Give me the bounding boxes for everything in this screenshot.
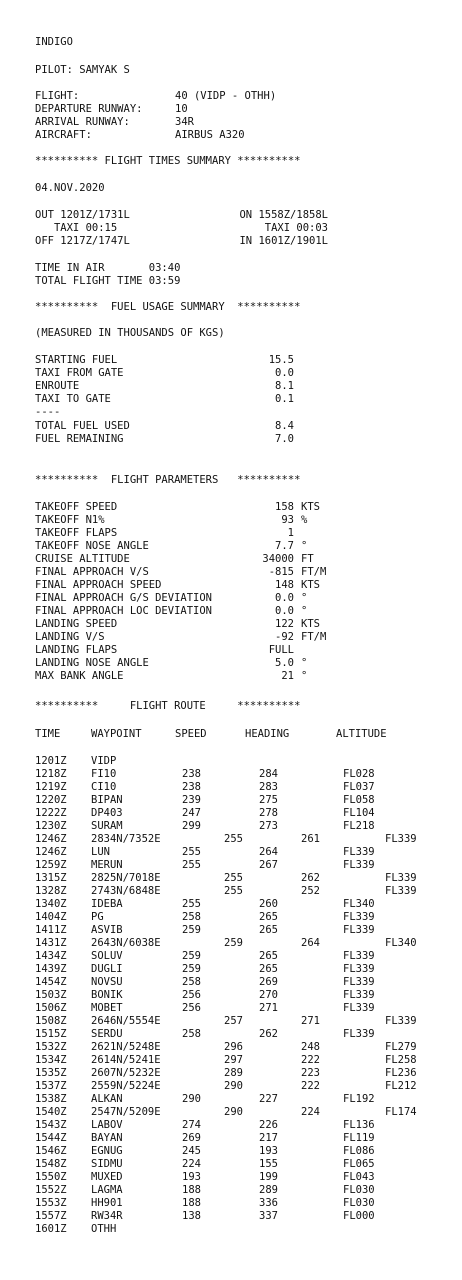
route-waypoint: 2743N/6848E: [91, 885, 161, 897]
route-heading: 278: [259, 807, 278, 819]
route-column-header: TIME: [35, 728, 61, 740]
route-speed: 258: [182, 976, 201, 988]
route-speed: 255: [182, 846, 201, 858]
param-value: 21: [281, 670, 294, 682]
fuel-total-value: 7.0: [275, 433, 294, 445]
route-column-header: HEADING: [245, 728, 290, 740]
route-time: 1315Z: [35, 872, 67, 884]
route-altitude: FL192: [343, 1093, 375, 1105]
airline-name: INDIGO: [35, 36, 73, 48]
route-speed: 259: [182, 950, 201, 962]
route-altitude: FL339: [343, 976, 375, 988]
route-time: 1506Z: [35, 1002, 67, 1014]
route-waypoint: SIDMU: [91, 1158, 123, 1170]
route-time: 1222Z: [35, 807, 67, 819]
param-label: LANDING NOSE ANGLE: [35, 657, 149, 669]
param-value: 0.0: [275, 605, 294, 617]
info-value: 34R: [175, 116, 194, 128]
fuel-units-note: (MEASURED IN THOUSANDS OF KGS): [35, 327, 225, 339]
param-unit: %: [301, 514, 308, 526]
route-time: 1219Z: [35, 781, 67, 793]
route-speed: 188: [182, 1184, 201, 1196]
route-heading: 252: [301, 885, 320, 897]
route-heading: 265: [259, 950, 278, 962]
route-heading: 265: [259, 924, 278, 936]
flight-date: 04.NOV.2020: [35, 182, 105, 194]
param-label: LANDING FLAPS: [35, 644, 118, 656]
route-speed: 188: [182, 1197, 201, 1209]
param-unit: °: [301, 592, 308, 604]
route-altitude: FL058: [343, 794, 375, 806]
route-time: 1548Z: [35, 1158, 67, 1170]
route-heading: 269: [259, 976, 278, 988]
route-heading: 262: [301, 872, 320, 884]
route-waypoint: SOLUV: [91, 950, 123, 962]
route-waypoint: MOBET: [91, 1002, 123, 1014]
route-heading: 271: [301, 1015, 320, 1027]
route-heading: 222: [301, 1080, 320, 1092]
route-time: 1503Z: [35, 989, 67, 1001]
fuel-label: TAXI FROM GATE: [35, 367, 124, 379]
params-section-header: ********** FLIGHT PARAMETERS **********: [35, 474, 301, 486]
route-time: 1557Z: [35, 1210, 67, 1222]
route-altitude: FL339: [385, 885, 417, 897]
route-speed: 247: [182, 807, 201, 819]
param-value: -815: [268, 566, 294, 578]
route-waypoint: LABOV: [91, 1119, 123, 1131]
time-on: ON 1558Z/1858L: [239, 209, 328, 221]
route-altitude: FL339: [343, 859, 375, 871]
route-heading: 264: [259, 846, 278, 858]
param-unit: KTS: [301, 501, 320, 513]
route-altitude: FL339: [343, 950, 375, 962]
fuel-total-value: 8.4: [275, 420, 294, 432]
route-time: 1201Z: [35, 755, 67, 767]
route-altitude: FL339: [385, 872, 417, 884]
route-altitude: FL339: [343, 924, 375, 936]
fuel-label: ENROUTE: [35, 380, 80, 392]
route-section-header: ********** FLIGHT ROUTE **********: [35, 700, 301, 712]
route-heading: 265: [259, 911, 278, 923]
param-label: FINAL APPROACH V/S: [35, 566, 149, 578]
pilot-name: PILOT: SAMYAK S: [35, 64, 130, 76]
route-waypoint: 2547N/5209E: [91, 1106, 161, 1118]
route-speed: 290: [224, 1106, 243, 1118]
route-time: 1220Z: [35, 794, 67, 806]
route-heading: 264: [301, 937, 320, 949]
route-speed: 258: [182, 911, 201, 923]
route-altitude: FL279: [385, 1041, 417, 1053]
route-time: 1404Z: [35, 911, 67, 923]
route-waypoint: BONIK: [91, 989, 123, 1001]
param-label: FINAL APPROACH SPEED: [35, 579, 162, 591]
time-out: OUT 1201Z/1731L: [35, 209, 130, 221]
route-heading: 289: [259, 1184, 278, 1196]
route-heading: 267: [259, 859, 278, 871]
route-time: 1535Z: [35, 1067, 67, 1079]
route-heading: 273: [259, 820, 278, 832]
route-time: 1550Z: [35, 1171, 67, 1183]
param-unit: KTS: [301, 618, 320, 630]
route-time: 1328Z: [35, 885, 67, 897]
route-altitude: FL340: [343, 898, 375, 910]
param-value: 34000: [262, 553, 294, 565]
route-heading: 217: [259, 1132, 278, 1144]
param-unit: FT/M: [301, 631, 327, 643]
route-altitude: FL339: [343, 846, 375, 858]
time-in-air: TIME IN AIR 03:40: [35, 262, 181, 274]
route-altitude: FL236: [385, 1067, 417, 1079]
route-waypoint: SERDU: [91, 1028, 123, 1040]
route-time: 1411Z: [35, 924, 67, 936]
param-unit: FT: [301, 553, 314, 565]
route-waypoint: 2607N/5232E: [91, 1067, 161, 1079]
taxi-in-time: TAXI 00:03: [264, 222, 328, 234]
route-speed: 296: [224, 1041, 243, 1053]
param-unit: KTS: [301, 579, 320, 591]
param-value: -92: [275, 631, 294, 643]
route-waypoint: MUXED: [91, 1171, 123, 1183]
param-label: CRUISE ALTITUDE: [35, 553, 130, 565]
param-value: 0.0: [275, 592, 294, 604]
route-time: 1553Z: [35, 1197, 67, 1209]
route-speed: 224: [182, 1158, 201, 1170]
param-label: FINAL APPROACH LOC DEVIATION: [35, 605, 213, 617]
route-waypoint: ALKAN: [91, 1093, 123, 1105]
total-flight-time: TOTAL FLIGHT TIME 03:59: [35, 275, 181, 287]
route-waypoint: VIDP: [91, 755, 117, 767]
info-value: 10: [175, 103, 188, 115]
route-waypoint: SURAM: [91, 820, 123, 832]
fuel-label: STARTING FUEL: [35, 354, 118, 366]
route-speed: 269: [182, 1132, 201, 1144]
time-off: OFF 1217Z/1747L: [35, 235, 130, 247]
param-unit: °: [301, 657, 308, 669]
route-speed: 297: [224, 1054, 243, 1066]
route-speed: 256: [182, 1002, 201, 1014]
route-time: 1515Z: [35, 1028, 67, 1040]
info-label: ARRIVAL RUNWAY:: [35, 116, 130, 128]
param-value: 148: [275, 579, 294, 591]
route-time: 1431Z: [35, 937, 67, 949]
fuel-label: TAXI TO GATE: [35, 393, 111, 405]
fuel-value: 15.5: [268, 354, 294, 366]
route-altitude: FL339: [343, 911, 375, 923]
route-altitude: FL136: [343, 1119, 375, 1131]
route-heading: 260: [259, 898, 278, 910]
route-time: 1546Z: [35, 1145, 67, 1157]
route-altitude: FL258: [385, 1054, 417, 1066]
route-speed: 255: [182, 859, 201, 871]
route-time: 1534Z: [35, 1054, 67, 1066]
route-heading: 271: [259, 1002, 278, 1014]
route-speed: 245: [182, 1145, 201, 1157]
route-time: 1544Z: [35, 1132, 67, 1144]
route-speed: 274: [182, 1119, 201, 1131]
route-waypoint: CI10: [91, 781, 117, 793]
route-time: 1543Z: [35, 1119, 67, 1131]
route-speed: 290: [182, 1093, 201, 1105]
param-value: 158: [275, 501, 294, 513]
param-label: LANDING V/S: [35, 631, 105, 643]
route-waypoint: BAYAN: [91, 1132, 123, 1144]
route-time: 1537Z: [35, 1080, 67, 1092]
param-value: 7.7: [275, 540, 294, 552]
route-speed: 238: [182, 768, 201, 780]
fuel-divider: ----: [35, 406, 61, 418]
param-value: FULL: [268, 644, 294, 656]
route-waypoint: FI10: [91, 768, 117, 780]
route-altitude: FL218: [343, 820, 375, 832]
route-speed: 255: [224, 885, 243, 897]
route-altitude: FL119: [343, 1132, 375, 1144]
fuel-total-label: FUEL REMAINING: [35, 433, 124, 445]
route-time: 1246Z: [35, 833, 67, 845]
route-speed: 255: [224, 833, 243, 845]
route-waypoint: BIPAN: [91, 794, 123, 806]
route-waypoint: 2646N/5554E: [91, 1015, 161, 1027]
route-waypoint: 2643N/6038E: [91, 937, 161, 949]
info-label: AIRCRAFT:: [35, 129, 92, 141]
route-waypoint: EGNUG: [91, 1145, 123, 1157]
route-waypoint: IDEBA: [91, 898, 123, 910]
param-value: 122: [275, 618, 294, 630]
route-altitude: FL174: [385, 1106, 417, 1118]
info-value: AIRBUS A320: [175, 129, 245, 141]
route-waypoint: OTHH: [91, 1223, 117, 1235]
route-altitude: FL086: [343, 1145, 375, 1157]
route-altitude: FL028: [343, 768, 375, 780]
param-unit: °: [301, 540, 308, 552]
route-heading: 270: [259, 989, 278, 1001]
fuel-section-header: ********** FUEL USAGE SUMMARY **********: [35, 301, 301, 313]
route-altitude: FL065: [343, 1158, 375, 1170]
route-time: 1218Z: [35, 768, 67, 780]
route-waypoint: DUGLI: [91, 963, 123, 975]
route-time: 1454Z: [35, 976, 67, 988]
route-speed: 299: [182, 820, 201, 832]
route-waypoint: DP403: [91, 807, 123, 819]
route-heading: 283: [259, 781, 278, 793]
fuel-value: 0.0: [275, 367, 294, 379]
route-heading: 265: [259, 963, 278, 975]
route-waypoint: HH901: [91, 1197, 123, 1209]
param-value: 5.0: [275, 657, 294, 669]
route-heading: 284: [259, 768, 278, 780]
route-speed: 238: [182, 781, 201, 793]
route-heading: 337: [259, 1210, 278, 1222]
route-altitude: FL339: [343, 1028, 375, 1040]
route-altitude: FL212: [385, 1080, 417, 1092]
route-waypoint: RW34R: [91, 1210, 123, 1222]
param-label: TAKEOFF FLAPS: [35, 527, 118, 539]
route-time: 1538Z: [35, 1093, 67, 1105]
route-speed: 257: [224, 1015, 243, 1027]
route-altitude: FL000: [343, 1210, 375, 1222]
route-altitude: FL340: [385, 937, 417, 949]
route-speed: 259: [182, 924, 201, 936]
route-time: 1246Z: [35, 846, 67, 858]
route-altitude: FL030: [343, 1197, 375, 1209]
route-speed: 259: [182, 963, 201, 975]
param-label: MAX BANK ANGLE: [35, 670, 124, 682]
route-time: 1259Z: [35, 859, 67, 871]
route-altitude: FL339: [343, 1002, 375, 1014]
route-waypoint: 2825N/7018E: [91, 872, 161, 884]
route-heading: 336: [259, 1197, 278, 1209]
route-altitude: FL104: [343, 807, 375, 819]
route-heading: 155: [259, 1158, 278, 1170]
route-heading: 261: [301, 833, 320, 845]
route-heading: 248: [301, 1041, 320, 1053]
route-time: 1434Z: [35, 950, 67, 962]
param-unit: °: [301, 670, 308, 682]
route-waypoint: 2614N/5241E: [91, 1054, 161, 1066]
route-heading: 262: [259, 1028, 278, 1040]
time-in: IN 1601Z/1901L: [239, 235, 328, 247]
route-column-header: WAYPOINT: [91, 728, 142, 740]
route-waypoint: NOVSU: [91, 976, 123, 988]
route-time: 1552Z: [35, 1184, 67, 1196]
info-label: DEPARTURE RUNWAY:: [35, 103, 143, 115]
route-heading: 224: [301, 1106, 320, 1118]
param-unit: °: [301, 605, 308, 617]
route-waypoint: LUN: [91, 846, 110, 858]
fuel-value: 8.1: [275, 380, 294, 392]
route-altitude: FL043: [343, 1171, 375, 1183]
route-heading: 223: [301, 1067, 320, 1079]
route-heading: 222: [301, 1054, 320, 1066]
route-speed: 290: [224, 1080, 243, 1092]
route-speed: 255: [182, 898, 201, 910]
route-waypoint: 2559N/5224E: [91, 1080, 161, 1092]
route-waypoint: MERUN: [91, 859, 123, 871]
route-waypoint: LAGMA: [91, 1184, 123, 1196]
route-speed: 289: [224, 1067, 243, 1079]
route-time: 1439Z: [35, 963, 67, 975]
route-speed: 259: [224, 937, 243, 949]
param-label: TAKEOFF SPEED: [35, 501, 118, 513]
route-speed: 193: [182, 1171, 201, 1183]
param-label: FINAL APPROACH G/S DEVIATION: [35, 592, 213, 604]
route-waypoint: 2834N/7352E: [91, 833, 161, 845]
route-altitude: FL339: [343, 989, 375, 1001]
route-time: 1540Z: [35, 1106, 67, 1118]
route-column-header: SPEED: [175, 728, 207, 740]
info-label: FLIGHT:: [35, 90, 80, 102]
times-section-header: ********** FLIGHT TIMES SUMMARY **********: [35, 155, 301, 167]
route-time: 1340Z: [35, 898, 67, 910]
route-speed: 258: [182, 1028, 201, 1040]
route-column-header: ALTITUDE: [336, 728, 387, 740]
route-heading: 193: [259, 1145, 278, 1157]
taxi-out-time: TAXI 00:15: [35, 222, 118, 234]
route-altitude: FL030: [343, 1184, 375, 1196]
param-label: TAKEOFF N1%: [35, 514, 105, 526]
route-heading: 227: [259, 1093, 278, 1105]
route-altitude: FL339: [385, 833, 417, 845]
route-speed: 255: [224, 872, 243, 884]
route-speed: 138: [182, 1210, 201, 1222]
route-altitude: FL339: [343, 963, 375, 975]
route-speed: 256: [182, 989, 201, 1001]
param-unit: FT/M: [301, 566, 327, 578]
route-time: 1532Z: [35, 1041, 67, 1053]
route-waypoint: PG: [91, 911, 104, 923]
route-speed: 239: [182, 794, 201, 806]
route-time: 1230Z: [35, 820, 67, 832]
route-altitude: FL339: [385, 1015, 417, 1027]
route-heading: 199: [259, 1171, 278, 1183]
route-waypoint: 2621N/5248E: [91, 1041, 161, 1053]
route-waypoint: ASVIB: [91, 924, 123, 936]
param-label: LANDING SPEED: [35, 618, 118, 630]
fuel-value: 0.1: [275, 393, 294, 405]
info-value: 40 (VIDP - OTHH): [175, 90, 277, 102]
route-heading: 226: [259, 1119, 278, 1131]
param-value: 93: [281, 514, 294, 526]
route-time: 1508Z: [35, 1015, 67, 1027]
param-label: TAKEOFF NOSE ANGLE: [35, 540, 149, 552]
fuel-total-label: TOTAL FUEL USED: [35, 420, 130, 432]
route-heading: 275: [259, 794, 278, 806]
param-value: 1: [287, 527, 294, 539]
route-time: 1601Z: [35, 1223, 67, 1235]
route-altitude: FL037: [343, 781, 375, 793]
